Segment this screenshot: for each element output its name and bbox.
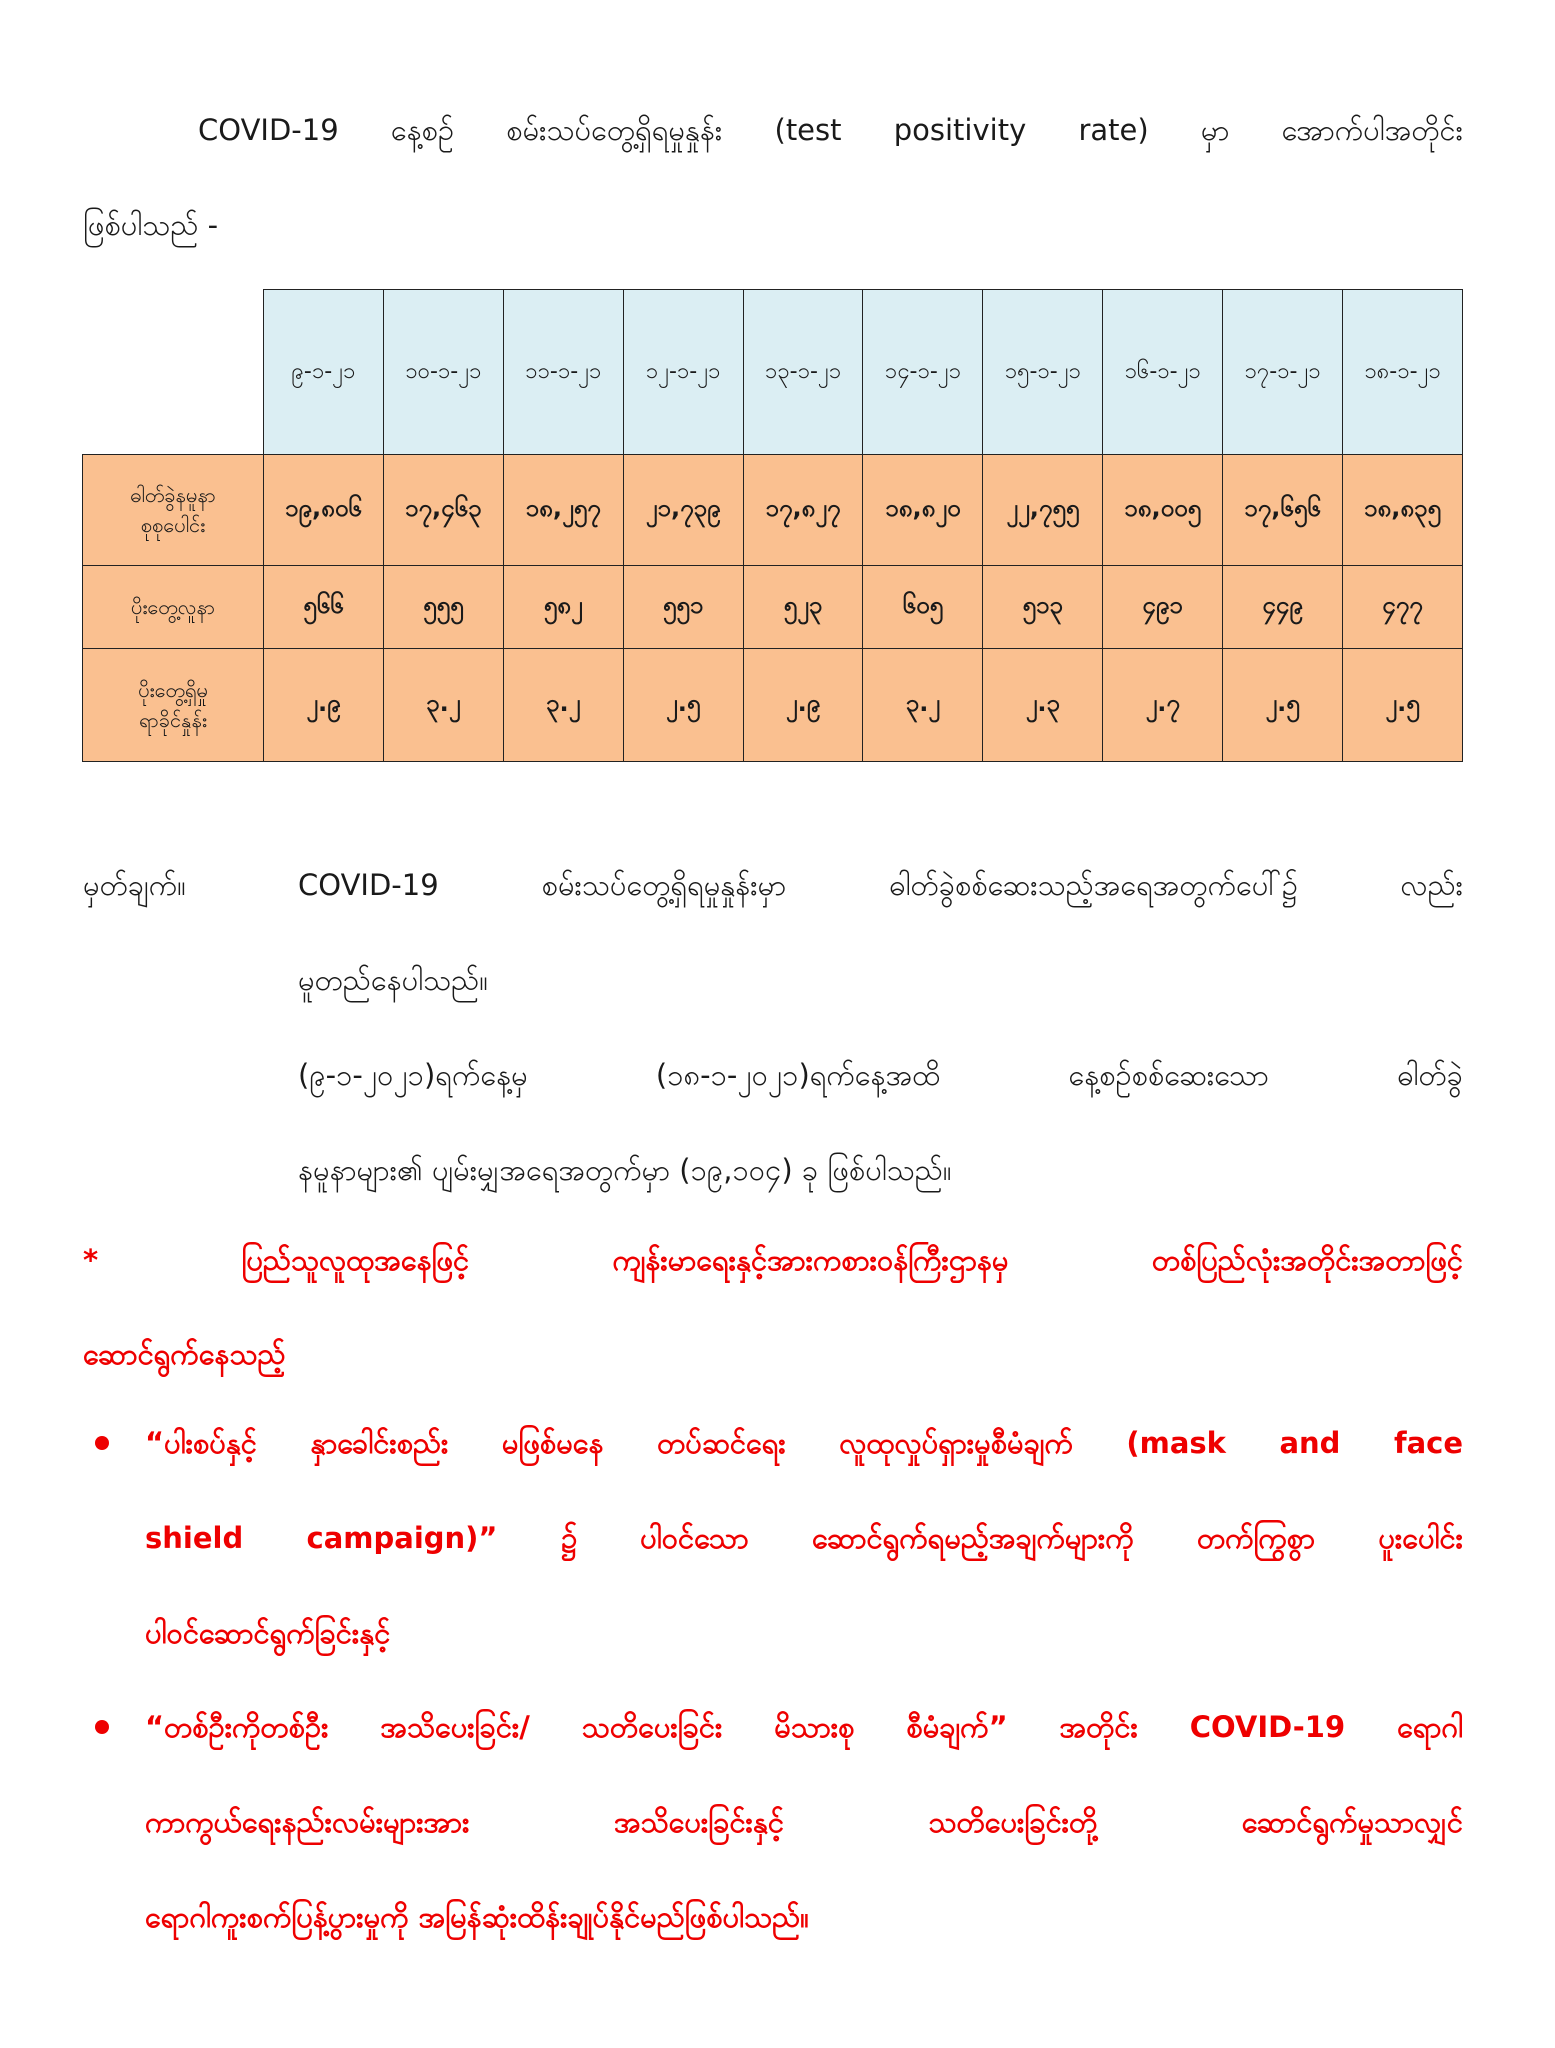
table-cell: ၂.၃ (983, 649, 1103, 762)
table-cell: ၂.၅ (1343, 649, 1463, 762)
table-cell: ၁၈,၀၀၅ (1103, 455, 1223, 566)
date-header-cell: ၁၂-၁-၂၁ (623, 290, 743, 455)
bullet-icon (95, 1720, 109, 1734)
positivity-rate-table (82, 289, 1463, 762)
table-cell: ၅၈၂ (503, 566, 623, 649)
table-cell: ၁၇,၆၅၆ (1223, 455, 1343, 566)
table-cell: ၁၈,၈၂၀ (863, 455, 983, 566)
note-line-2: မူတည်နေပါသည်။ (298, 963, 489, 997)
table-cell: ၅၂၃ (743, 566, 863, 649)
date-header-cell: ၁၈-၁-၂၁ (1343, 290, 1463, 455)
table-cell: ၃.၂ (503, 649, 623, 762)
table-cell: ၁၈,၈၃၅ (1343, 455, 1463, 566)
table-cell: ၅၆၆ (264, 566, 384, 649)
table-cell: ၄၇၇ (1343, 566, 1463, 649)
date-header-cell: ၁၅-၁-၂၁ (983, 290, 1103, 455)
table-row-total-samples (83, 455, 1463, 566)
row-label-line: ပိုးတွေ့လူနာ (130, 595, 216, 619)
bullet-2-line-3: ရောဂါကူးစက်ပြန့်ပွားမှုကို အမြန်ဆုံးထိန်းချုပ်နိုင်မည်ဖြစ်ပါသည်။ (145, 1900, 809, 1934)
table-cell: ၁၇,၈၂၇ (743, 455, 863, 566)
table-cell: ၂၂,၇၅၅ (983, 455, 1103, 566)
table-cell: ၃.၂ (863, 649, 983, 762)
date-header-cell: ၉-၁-၂၁ (264, 290, 384, 455)
table-cell: ၄၄၉ (1223, 566, 1343, 649)
note-line-4: နမူနာများ၏ ပျမ်းမျှအရေအတွက်မှာ (၁၉,၁၀၄) ခု ဖြစ်ပါသည်။ (298, 1153, 952, 1187)
bullet-icon (95, 1436, 109, 1450)
table-cell: ၂.၅ (1223, 649, 1343, 762)
row-label-positive-patients (83, 566, 264, 649)
note-label: မှတ်ချက်။ (83, 868, 186, 902)
bullet-1-line-1: “ပါးစပ်နှင့် နှာခေါင်းစည်း မဖြစ်မနေ တပ်ဆင်ရေး လူထုလှုပ်ရှားမှုစီမံချက် (mask and face (145, 1426, 1463, 1460)
intro-line-1: COVID-19 နေ့စဉ် စမ်းသပ်တွေ့ရှိရမှုနှုန်း (test positivity rate) မှာ အောက်ပါအတိုင်း (198, 113, 1463, 147)
row-label-line: ရာခိုင်နှုန်း (139, 708, 207, 732)
red-paragraph-line-1: * ပြည်သူလူထုအနေဖြင့် ကျန်းမာရေးနှင့်အားကစားဝန်ကြီးဌာနမှ တစ်ပြည်လုံးအတိုင်းအတာဖြင့် (83, 1243, 1463, 1277)
table-row-positive-patients (83, 566, 1463, 649)
table-cell: ၂၁,၇၃၉ (623, 455, 743, 566)
date-header-cell: ၁၀-၁-၂၁ (383, 290, 503, 455)
note-line-3: (၉-၁-၂၀၂၁)ရက်နေ့မှ (၁၈-၁-၂၀၂၁)ရက်နေ့အထိ နေ့စဉ်စစ်ဆေးသော ဓါတ်ခွဲ (298, 1058, 1463, 1092)
bullet-1-line-3: ပါဝင်ဆောင်ရွက်ခြင်းနှင့် (145, 1616, 391, 1650)
row-label-positivity-rate (83, 649, 264, 762)
red-paragraph-line-2: ဆောင်ရွက်နေသည့် (83, 1337, 286, 1371)
date-header-cell: ၁၄-၁-၂၁ (863, 290, 983, 455)
row-label-line: ပိုးတွေ့ရှိမှု (138, 678, 208, 702)
note-line-1: COVID-19 စမ်းသပ်တွေ့ရှိရမှုနှုန်းမှာ ဓါတ်ခွဲစစ်ဆေးသည့်အရေအတွက်ပေါ်၌ လည်း (298, 868, 1463, 902)
date-header-cell: ၁၇-၁-၂၁ (1223, 290, 1343, 455)
date-header-cell: ၁၃-၁-၂၁ (743, 290, 863, 455)
date-header-row (83, 290, 1463, 455)
table-cell: ၁၈,၂၅၇ (503, 455, 623, 566)
table-cell: ၅၅၁ (623, 566, 743, 649)
bullet-2-line-2: ကာကွယ်ရေးနည်းလမ်းများအား အသိပေးခြင်းနှင့် သတိပေးခြင်းတို့ ဆောင်ရွက်မှုသာလျှင် (145, 1805, 1463, 1839)
row-label-total-samples (83, 455, 264, 566)
row-label-line: ဓါတ်ခွဲနမူနာ (130, 483, 216, 507)
table-cell: ၄၉၁ (1103, 566, 1223, 649)
table-cell: ၂.၉ (743, 649, 863, 762)
bullet-2-line-1: “တစ်ဦးကိုတစ်ဦး အသိပေးခြင်း/ သတိပေးခြင်း မိသားစု စီမံချက်” အတိုင်း COVID-19 ရောဂါ (145, 1710, 1463, 1744)
intro-line-2: ဖြစ်ပါသည် - (83, 208, 219, 242)
table-cell: ၁၉,၈၀၆ (264, 455, 384, 566)
bullet-1-line-2: shield campaign)” ၌ ပါဝင်သော ဆောင်ရွက်ရမည့်အချက်များကို တက်ကြွစွာ ပူးပေါင်း (145, 1521, 1463, 1555)
table-cell: ၆၀၅ (863, 566, 983, 649)
table-cell: ၅၅၅ (383, 566, 503, 649)
table-cell: ၃.၂ (383, 649, 503, 762)
table-cell: ၅၁၃ (983, 566, 1103, 649)
table-cell: ၂.၅ (623, 649, 743, 762)
date-header-cell: ၁၁-၁-၂၁ (503, 290, 623, 455)
date-header-cell: ၁၆-၁-၂၁ (1103, 290, 1223, 455)
table-row-positivity-rate (83, 649, 1463, 762)
table-corner-cell (83, 290, 264, 455)
table-cell: ၂.၇ (1103, 649, 1223, 762)
table-cell: ၁၇,၄၆၃ (383, 455, 503, 566)
row-label-line: စုစုပေါင်း (140, 513, 206, 537)
table-cell: ၂.၉ (264, 649, 384, 762)
